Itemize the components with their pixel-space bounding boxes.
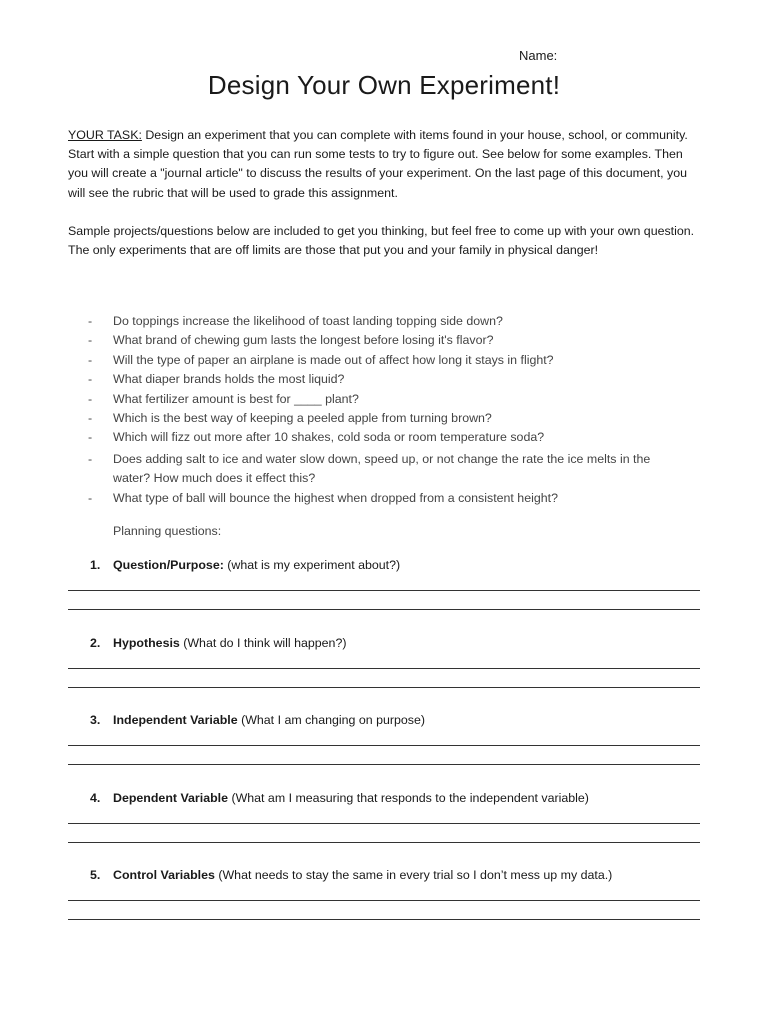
list-item-text: What diaper brands holds the most liquid? bbox=[113, 372, 345, 387]
list-item bbox=[88, 450, 688, 489]
bullet-dash: - bbox=[88, 352, 93, 367]
question-number: 2. bbox=[90, 636, 101, 650]
list-item-text: What fertilizer amount is best for ____ plant? bbox=[113, 391, 359, 406]
list-item-text: What type of ball will bounce the highest when dropped from a consistent height? bbox=[113, 490, 558, 505]
list-item-text: Does adding salt to ice and water slow down, speed up, or not change the rate the ice melts in the water? How much does it effect this? bbox=[113, 451, 651, 486]
question-hint: (What do I think will happen?) bbox=[179, 636, 347, 650]
answer-line[interactable] bbox=[68, 823, 700, 824]
question-number: 1. bbox=[90, 558, 101, 572]
list-item-text: What brand of chewing gum lasts the longest before losing it's flavor? bbox=[113, 333, 494, 348]
answer-line[interactable] bbox=[68, 919, 700, 920]
question-term: Control Variables bbox=[113, 868, 215, 882]
bullet-dash: - bbox=[88, 372, 93, 387]
planning-question-4 bbox=[90, 791, 589, 805]
answer-line[interactable] bbox=[68, 745, 700, 746]
task-label: YOUR TASK: bbox=[68, 128, 142, 142]
question-hint: (What I am changing on purpose) bbox=[237, 713, 425, 727]
question-number: 5. bbox=[90, 868, 101, 882]
question-term: Independent Variable bbox=[113, 713, 238, 727]
answer-line[interactable] bbox=[68, 590, 700, 591]
answer-line[interactable] bbox=[68, 687, 700, 688]
question-number: 4. bbox=[90, 791, 101, 805]
list-item-text: Do toppings increase the likelihood of toast landing topping side down? bbox=[113, 314, 503, 328]
samples-paragraph: Sample projects/questions below are included to get you thinking, but feel free to come up with your own question. The only experiments that are off limits are those that put you and your family in physical danger! bbox=[68, 224, 695, 258]
question-term: Hypothesis bbox=[113, 636, 180, 650]
question-hint: (what is my experiment about?) bbox=[223, 558, 401, 572]
answer-line[interactable] bbox=[68, 764, 700, 765]
planning-question-1 bbox=[90, 558, 400, 572]
answer-line[interactable] bbox=[68, 900, 700, 901]
answer-line[interactable] bbox=[68, 668, 700, 669]
list-item-text: Which is the best way of keeping a peeled apple from turning brown? bbox=[113, 411, 492, 426]
question-term: Dependent Variable bbox=[113, 791, 228, 805]
list-item bbox=[88, 489, 688, 508]
question-term: Question/Purpose: bbox=[113, 558, 224, 572]
bullet-dash: - bbox=[88, 430, 93, 445]
answer-line[interactable] bbox=[68, 842, 700, 843]
list-item bbox=[88, 370, 688, 389]
planning-question-2 bbox=[90, 636, 346, 650]
task-paragraph bbox=[68, 126, 704, 203]
name-label: Name: bbox=[519, 48, 558, 63]
question-hint: (What am I measuring that responds to the independent variable) bbox=[228, 791, 589, 805]
answer-line[interactable] bbox=[68, 609, 700, 610]
list-item-text: Will the type of paper an airplane is made out of affect how long it stays in flight? bbox=[113, 352, 554, 367]
planning-question-3 bbox=[90, 713, 425, 727]
bullet-dash: - bbox=[88, 333, 93, 348]
question-hint: (What needs to stay the same in every trial so I don’t mess up my data.) bbox=[214, 868, 613, 882]
bullet-dash: - bbox=[88, 490, 93, 505]
planning-question-5 bbox=[90, 868, 612, 882]
bullet-dash: - bbox=[88, 451, 93, 466]
planning-label: Planning questions: bbox=[113, 524, 222, 538]
example-questions-list bbox=[88, 312, 688, 508]
list-item bbox=[88, 390, 688, 409]
bullet-dash: - bbox=[88, 411, 93, 426]
list-item bbox=[88, 409, 688, 428]
list-item bbox=[88, 428, 688, 447]
page-title: Design Your Own Experiment! bbox=[207, 70, 561, 100]
bullet-dash: - bbox=[88, 314, 93, 328]
list-item-text: Which will fizz out more after 10 shakes, cold soda or room temperature soda? bbox=[113, 430, 545, 445]
list-item bbox=[88, 312, 688, 331]
list-item bbox=[88, 331, 688, 350]
task-text: Design an experiment that you can complete with items found in your house, school, or community. Start with a simple question that you can run some tests to try to figure out. See below for some examples. Then you will create a "journal article" to discuss the results of your experiment. On the last page of this document, you will see the rubric that will be used to grade this assignment. bbox=[68, 128, 688, 200]
bullet-dash: - bbox=[88, 391, 93, 406]
question-number: 3. bbox=[90, 713, 101, 727]
list-item bbox=[88, 351, 688, 370]
